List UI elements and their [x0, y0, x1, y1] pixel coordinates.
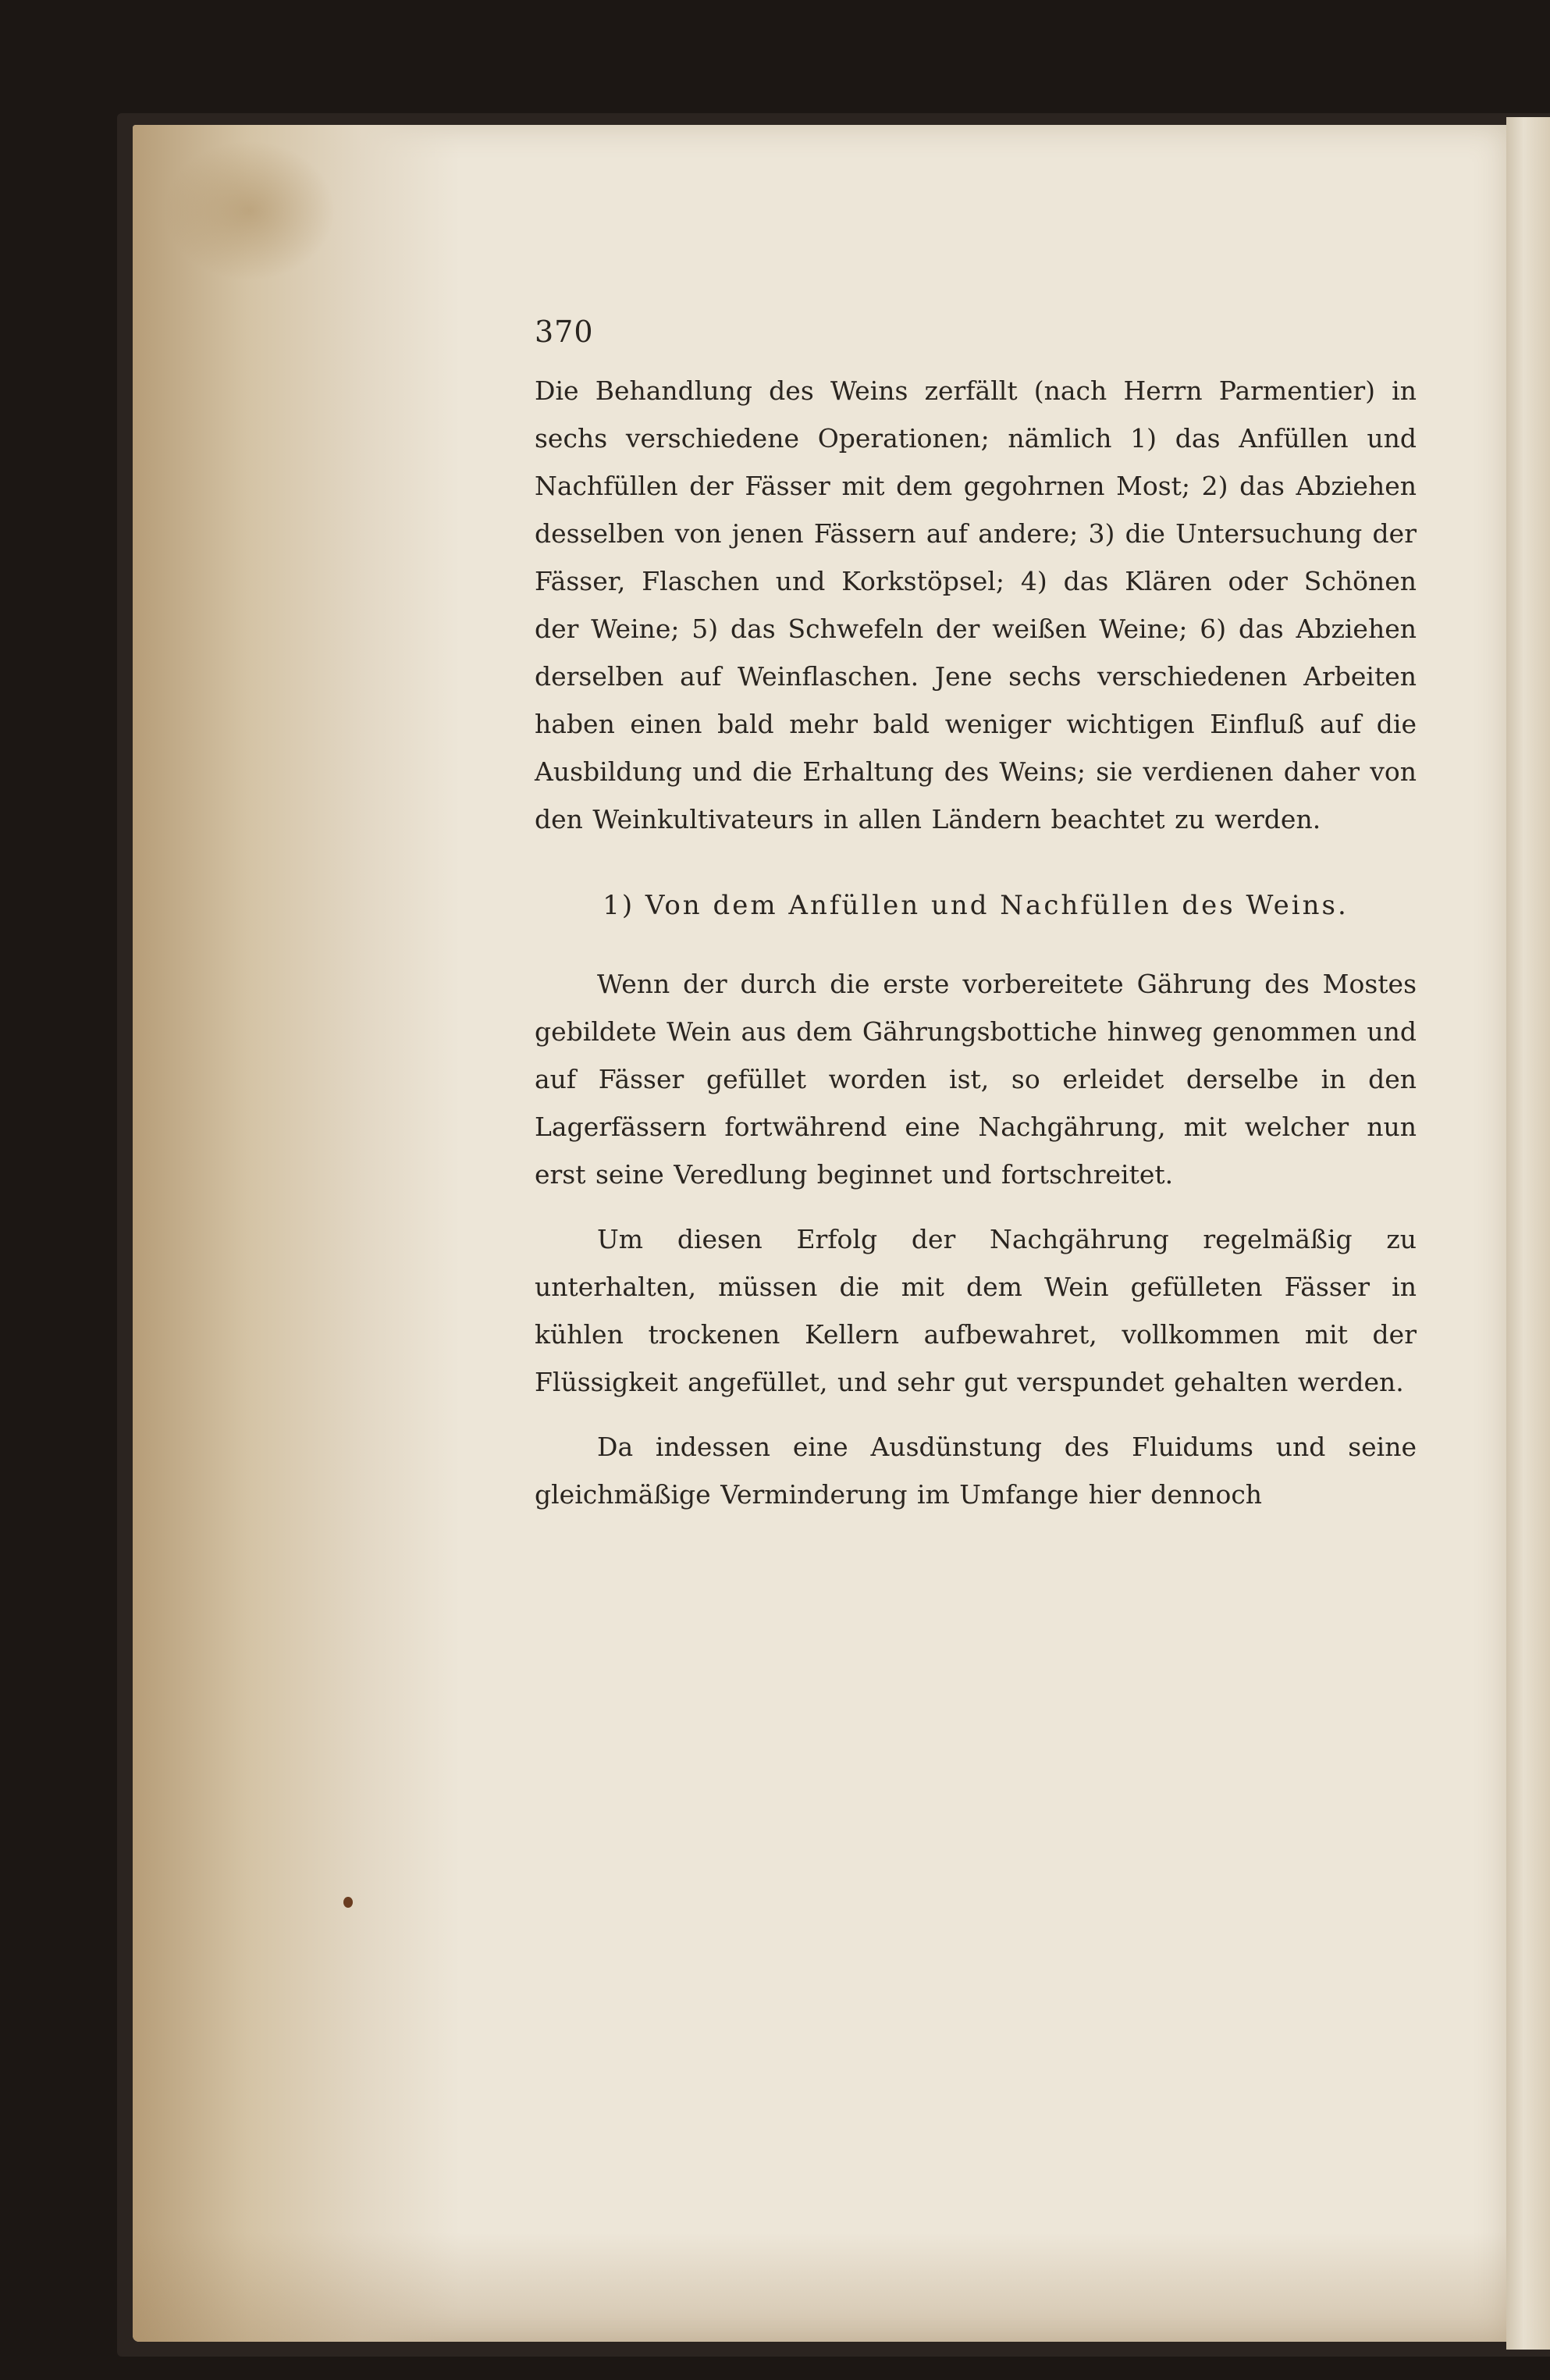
- body-paragraph: Um diesen Erfolg der Nachgährung regelmäßig zu unterhalten, müssen die mit dem Wein gefülleten Fässer in kühlen trockenen Kellern aufbewahret, vollkommen mit der Flüssigkeit angefüllet, und sehr gut verspundet gehalten werden.: [535, 1224, 1417, 1397]
- body-paragraph: Da indessen eine Ausdünstung des Fluidums und seine gleichmäßige Verminderung im Umfange hier dennoch: [535, 1432, 1417, 1510]
- section-heading: 1) Von dem Anfüllen und Nachfüllen des Weins.: [603, 890, 1349, 921]
- bottom-stain: [133, 2232, 1506, 2342]
- page-number: 370: [535, 315, 594, 349]
- ink-spot: [343, 1897, 353, 1908]
- text-block: [535, 312, 1417, 1518]
- corner-stain: [164, 141, 336, 281]
- body-paragraph: Wenn der durch die erste vorbereitete Gährung des Mostes gebildete Wein aus dem Gährungsbottiche hinweg genommen und auf Fässer gefüllet worden ist, so erleidet derselbe in den Lagerfässern fortwährend eine Nachgährung, mit welcher nun erst seine Veredlung beginnet und fortschreitet.: [535, 969, 1417, 1190]
- intro-paragraph: Die Behandlung des Weins zerfällt (nach Herrn Parmentier) in sechs verschiedene Operationen; nämlich 1) das Anfüllen und Nachfüllen der Fässer mit dem gegohrnen Most; 2) das Abziehen desselben von jenen Fässern auf andere; 3) die Untersuchung der Fässer, Flaschen und Korkstöpsel; 4) das Klären oder Schönen der Weine; 5) das Schwefeln der weißen Weine; 6) das Abziehen derselben auf Weinflaschen. Jene sechs verschiedenen Arbeiten haben einen bald mehr bald weniger wichtigen Einfluß auf die Ausbildung und die Erhaltung des Weins; sie verdienen daher von den Weinkultivateurs in allen Ländern beachtet zu werden.: [535, 375, 1417, 834]
- next-page-edge: [1506, 117, 1550, 2350]
- worn-page-edge: [133, 125, 460, 2342]
